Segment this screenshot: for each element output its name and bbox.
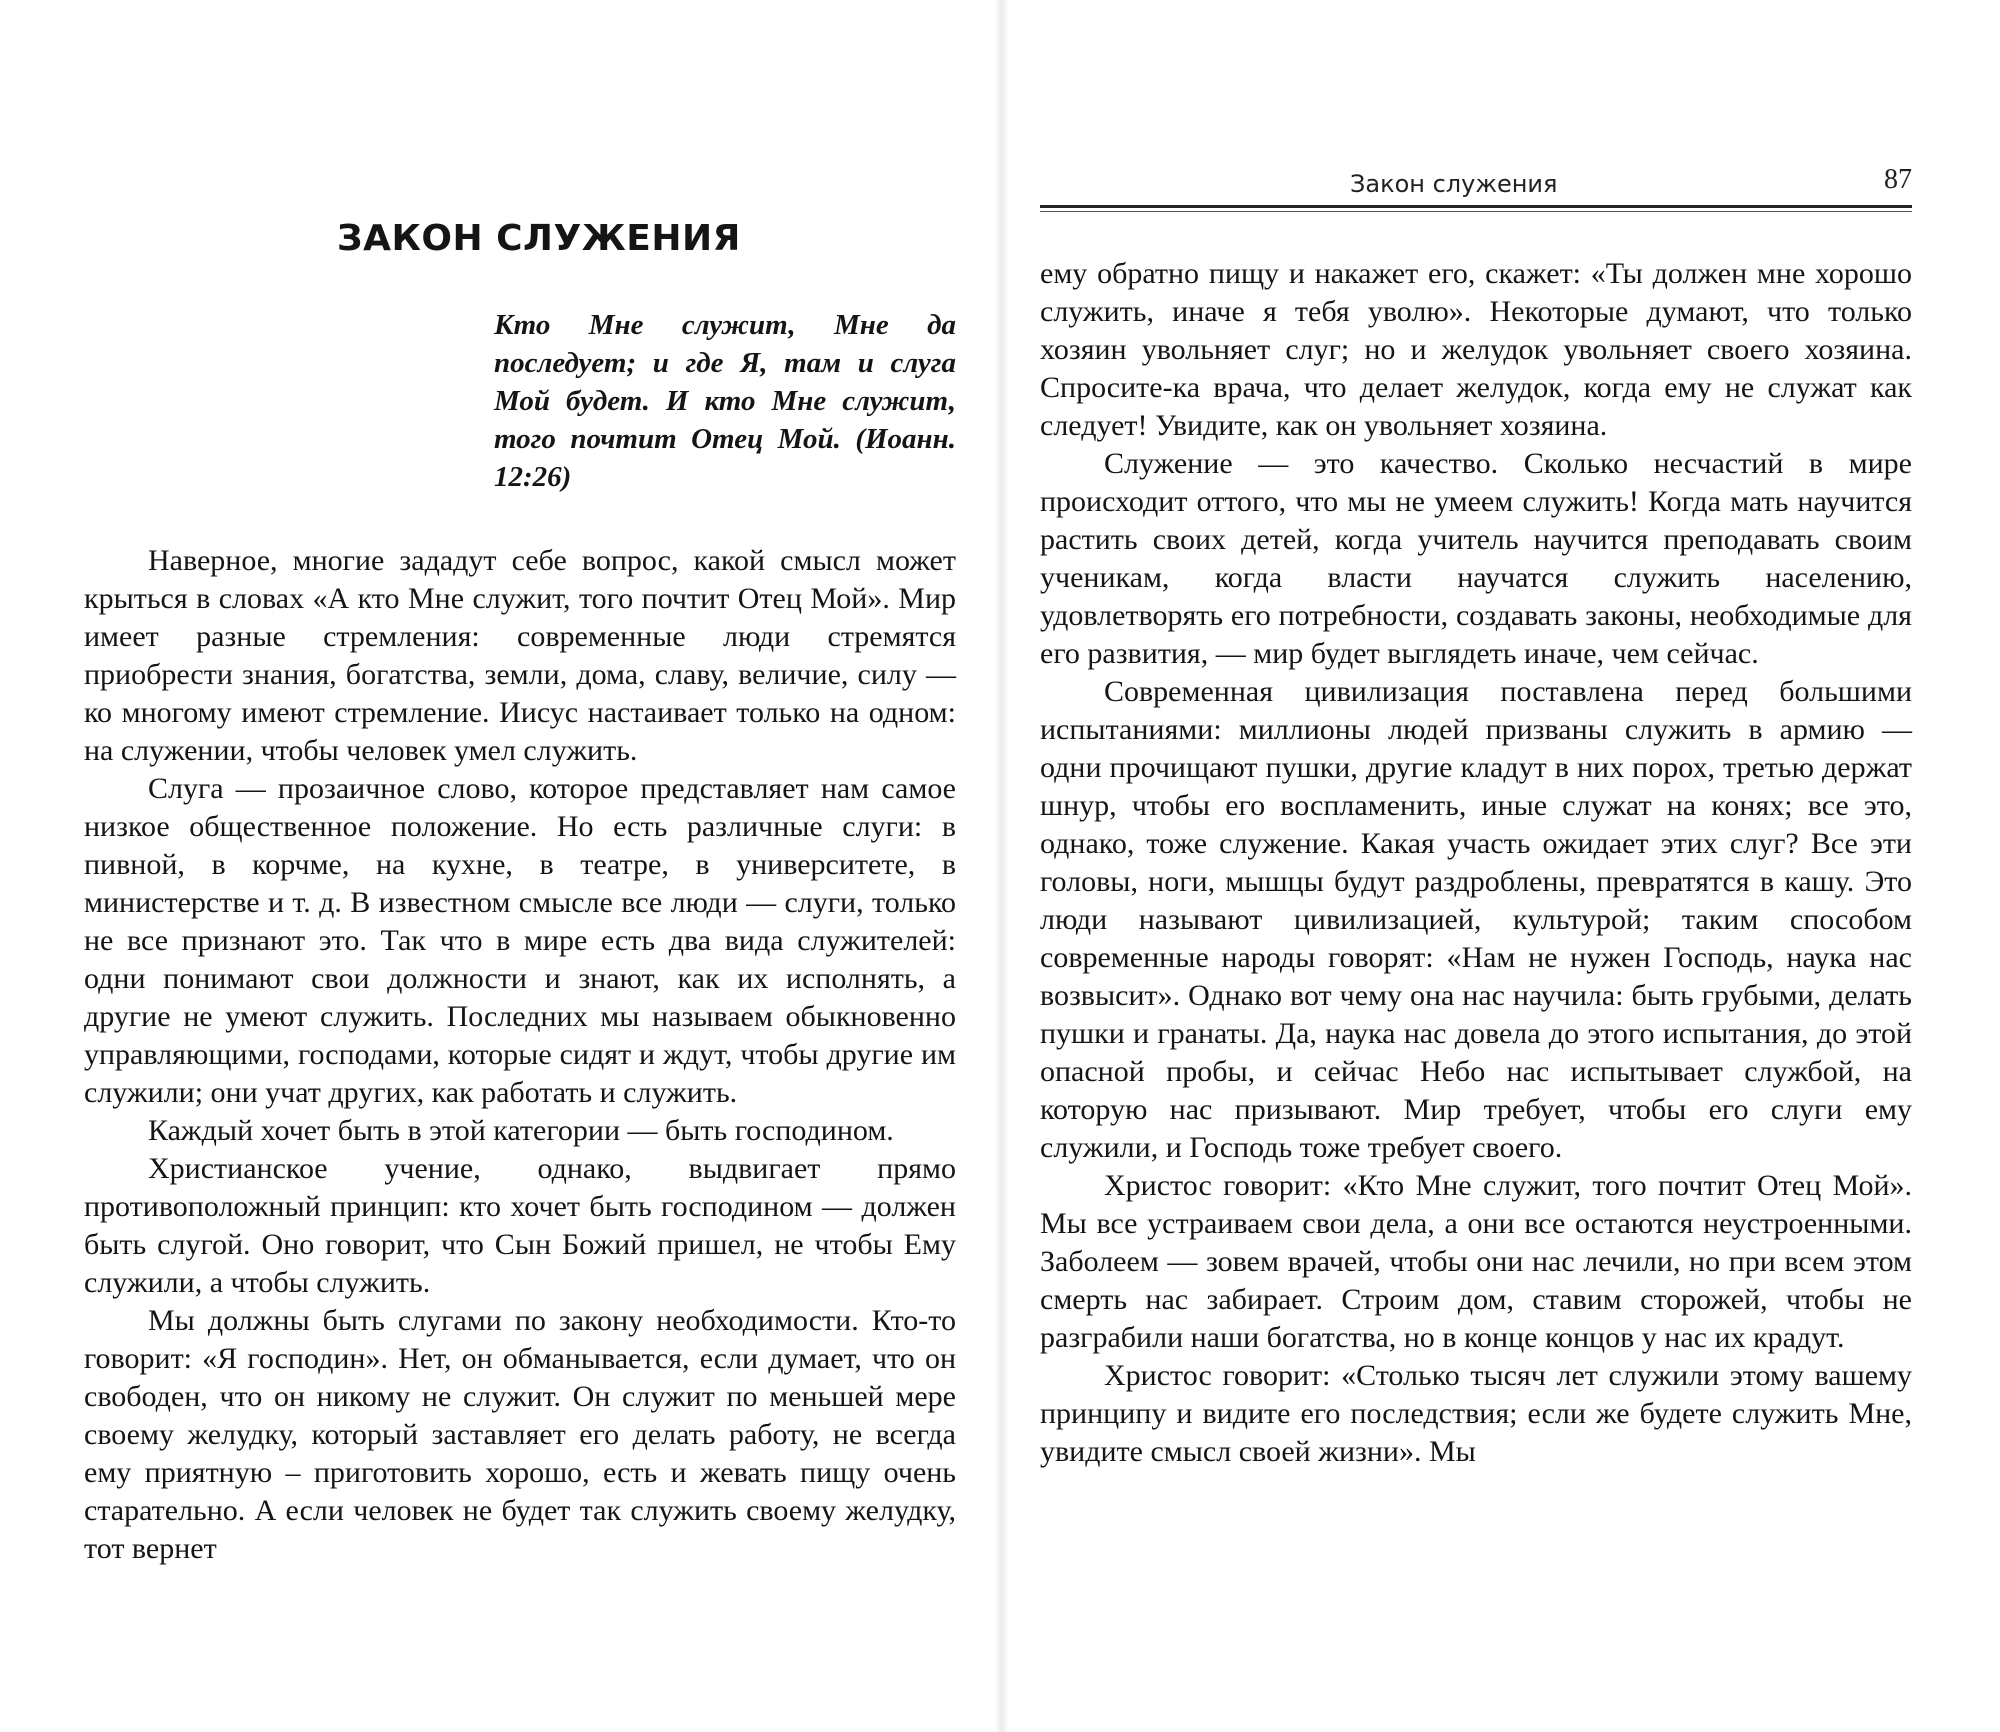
paragraph: Христос говорит: «Столько тысяч лет служили этому вашему принципу и видите его последствия; если же будете служить Мне, увидите смысл своей жизни». Мы bbox=[1040, 1359, 1912, 1468]
page-number: 87 bbox=[1884, 164, 1912, 195]
paragraph: Слуга — прозаичное слово, которое представляет нам самое низкое общественное положение. Но есть различные слуги: в пивной, в корчме, на кухне, в театре, в университете, в министерстве и т. д. В известном смысле все люди — слуги, только не все признают это. Так что в мире есть два вида служителей: одни понимают свои должности и знают, как их исполнять, а другие не умеют служить. Последних мы называем обыкновенно управляющими, господами, которые сидят и ждут, чтобы другие им служили; они учат других, как работать и служить. bbox=[84, 772, 956, 1109]
right-page-body bbox=[1040, 255, 1912, 1471]
continued-paragraph: ему обратно пищу и накажет его, скажет: «Ты должен мне хорошо служить, иначе я тебя уволю». Некоторые думают, что только хозяин увольняет слуг; но и желудок увольняет своего хозяина. Спросите-ка врача, что делает желудок, когда ему не служат как следует! Увидите, как он увольняет хозяина. bbox=[1040, 257, 1912, 442]
header-rule-thin bbox=[1040, 211, 1912, 212]
paragraph: Каждый хочет быть в этой категории — быть господином. bbox=[148, 1114, 894, 1147]
epigraph: Кто Мне служит, Мне да последует; и где Я, там и слуга Мой будет. И кто Мне служит, того почтит Отец Мой. (Иоанн. 12:26) bbox=[494, 309, 956, 493]
paragraph: Наверное, многие зададут себе вопрос, какой смысл может крыться в словах «А кто Мне служит, того почтит Отец Мой». Мир имеет разные стремления: современные люди стремятся приобрести знания, богатства, земли, дома, славу, величие, силу — ко многому имеют стремление. Иисус настаивает только на одном: на служении, чтобы человек умел служить. bbox=[84, 544, 956, 767]
header-rule bbox=[1040, 205, 1912, 208]
paragraph: Христианское учение, однако, выдвигает прямо противоположный принцип: кто хочет быть господином — должен быть слугой. Оно говорит, что Сын Божий пришел, не чтобы Ему служили, а чтобы служить. bbox=[84, 1152, 956, 1299]
left-page-body bbox=[84, 542, 956, 1568]
chapter-title: ЗАКОН СЛУЖЕНИЯ bbox=[337, 218, 741, 259]
running-header bbox=[1040, 164, 1912, 214]
book-gutter bbox=[995, 0, 1009, 1732]
running-title: Закон служения bbox=[1350, 170, 1558, 198]
paragraph: Мы должны быть слугами по закону необходимости. Кто-то говорит: «Я господин». Нет, он обманывается, если думает, что он свободен, что он никому не служит. Он служит по меньшей мере своему желудку, который заставляет его делать работу, не всегда ему приятную – приготовить хорошо, есть и жевать пищу очень старательно. А если человек не будет так служить своему желудку, тот вернет bbox=[84, 1304, 956, 1565]
paragraph: Современная цивилизация поставлена перед большими испытаниями: миллионы людей призваны служить в армию — одни прочищают пушки, другие кладут в них порох, третью держат шнур, чтобы его воспламенить, иные служат на конях; все это, однако, тоже служение. Какая участь ожидает этих слуг? Все эти головы, ноги, мышцы будут раздроблены, превратятся в кашу. Это люди называют цивилизацией, культурой; таким способом современные народы говорят: «Нам не нужен Господь, наука нас возвысит». Однако вот чему она нас научила: быть грубыми, делать пушки и гранаты. Да, наука нас довела до этого испытания, до этой опасной пробы, и сейчас Небо нас испытывает службой, на которую нас призывают. Мир требует, чтобы его слуги ему служили, и Господь тоже требует своего. bbox=[1040, 675, 1912, 1164]
paragraph: Служение — это качество. Сколько несчастий в мире происходит оттого, что мы не умеем служить! Когда мать научится растить своих детей, когда учитель научится преподавать своим ученикам, когда власти научатся служить населению, удовлетворять его потребности, создавать законы, необходимые для его развития, — мир будет выглядеть иначе, чем сейчас. bbox=[1040, 447, 1912, 670]
paragraph: Христос говорит: «Кто Мне служит, того почтит Отец Мой». Мы все устраиваем свои дела, а они все остаются неустроенными. Заболеем — зовем врачей, чтобы они нас лечили, но при всем этом смерть нас забирает. Строим дом, ставим сторожей, чтобы не разграбили наши богатства, но в конце концов у нас их крадут. bbox=[1040, 1169, 1912, 1354]
